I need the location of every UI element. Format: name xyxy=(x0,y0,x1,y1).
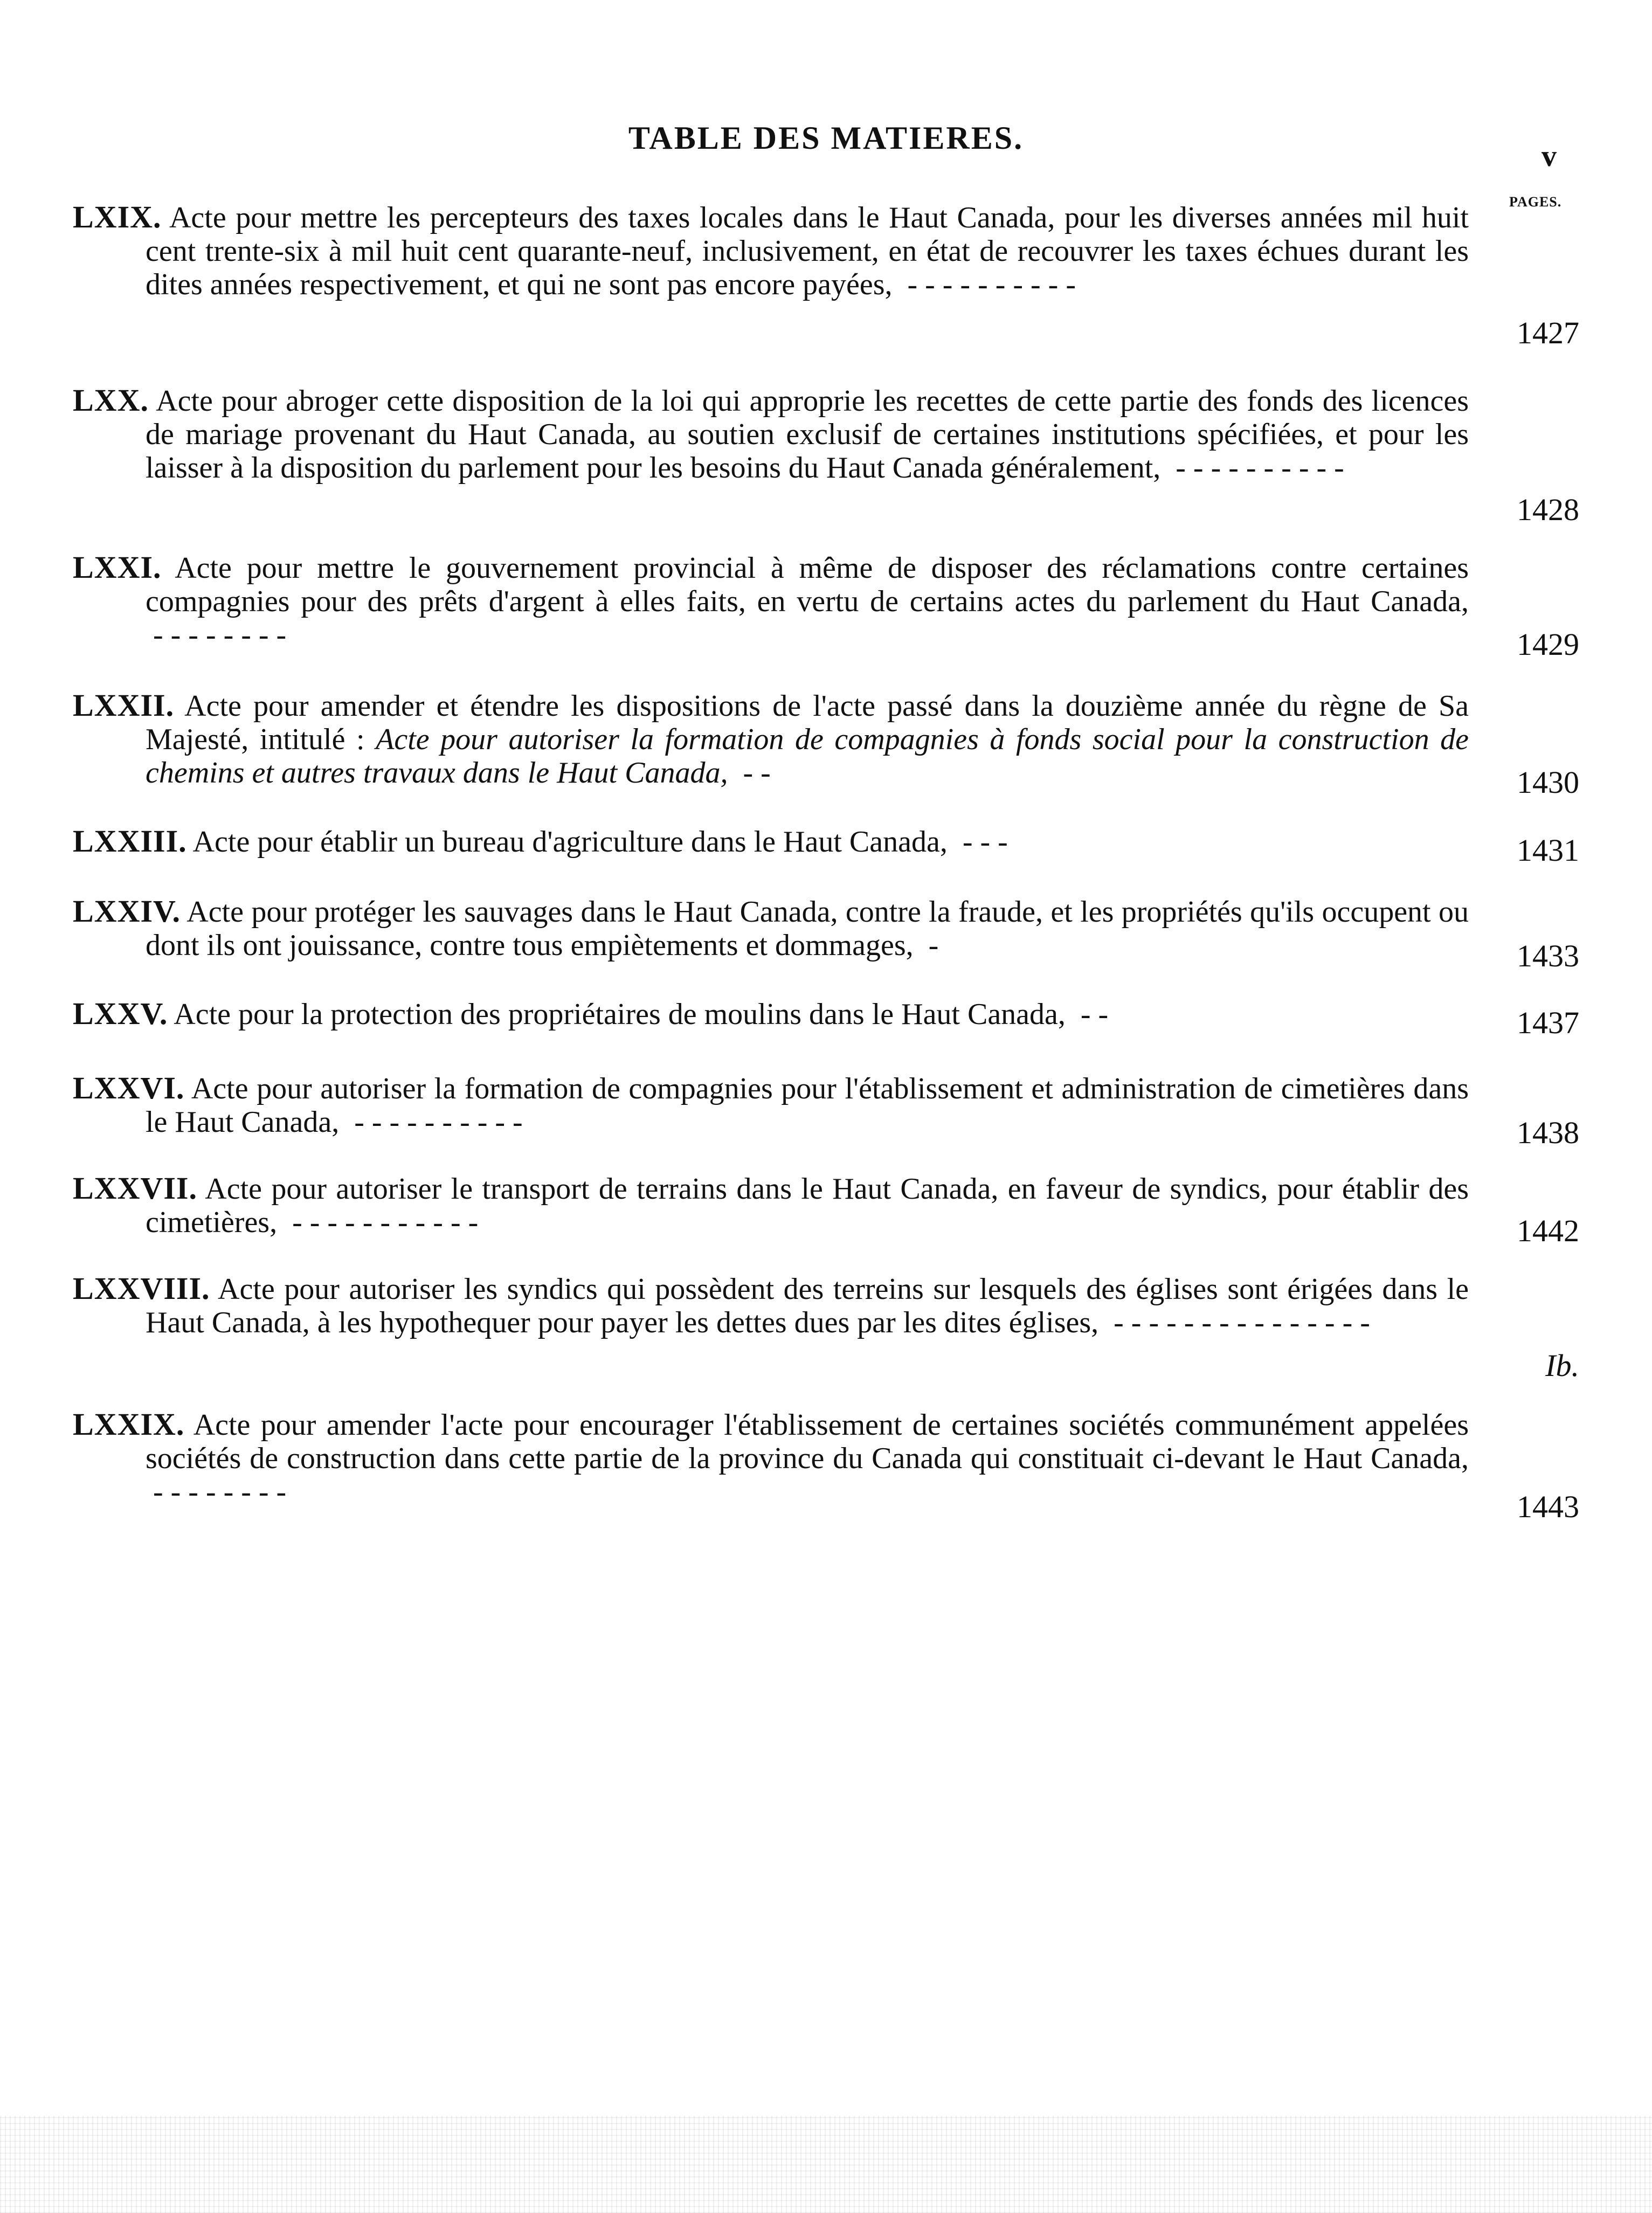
entry-page-number: 1427 xyxy=(1517,315,1579,350)
entry-title: Acte pour autoriser les syndics qui possèdent des terreins sur lesquels des églises sont érigées dans le Haut Canada, à les hypothequer pour payer les dettes dues par les dites églises, xyxy=(146,1273,1469,1339)
entry-text-block xyxy=(73,200,1469,301)
entry-title: Acte pour la protection des propriétaires de moulins dans le Haut Canada, xyxy=(174,998,1066,1031)
dot-leaders: - - - - - - - - - - xyxy=(347,1105,523,1139)
entry-number: LXXIV. xyxy=(73,894,181,929)
entry-title: Acte pour autoriser le transport de terrains dans le Haut Canada, en faveur de syndics, pour établir des cimetières, xyxy=(146,1172,1469,1239)
folio-number: v xyxy=(1542,140,1557,173)
page-title: TABLE DES MATIERES. xyxy=(628,120,1024,156)
entry-number: LXXIII. xyxy=(73,824,187,859)
dot-leaders: - - - - - - - - - - xyxy=(1168,451,1344,485)
entry-number: LXX. xyxy=(73,383,149,418)
dot-leaders: - - - - - - - - - - - - - - - xyxy=(1106,1306,1370,1339)
dot-leaders: - - - - - - - - xyxy=(146,618,287,652)
dot-leaders: - - xyxy=(735,756,771,790)
entry-title: Acte pour mettre les percepteurs des taxes locales dans le Haut Canada, pour les diverses années mil huit cent trente-six à mil huit cent quarante-neuf, inclusivement, en état de recouvrer les taxes échues durant les dites années respectivement, et qui ne sont pas encore payées, xyxy=(146,201,1469,301)
entry-number: LXXVII. xyxy=(73,1171,197,1206)
entry-number: LXIX. xyxy=(73,199,162,234)
dot-leaders: - - - - - - - - - - xyxy=(900,268,1076,301)
entry-title: Acte pour amender l'acte pour encourager l'établissement de certaines sociétés communément appelées sociétés de construction dans cette partie de la province du Canada qui constituait ci-devant le Haut Canada, xyxy=(146,1408,1469,1475)
entry-text-block xyxy=(73,1071,1469,1139)
entry-page-number: 1428 xyxy=(1517,492,1579,527)
entry-page-number: 1442 xyxy=(1517,1213,1579,1248)
entry-number: LXXII. xyxy=(73,688,175,723)
entry-title: Acte pour autoriser la formation de compagnies pour l'établissement et administration de cimetières dans le Haut Canada, xyxy=(146,1072,1469,1139)
entry-number: LXXVI. xyxy=(73,1070,185,1105)
entry-text-block xyxy=(73,997,1469,1031)
entry-italic-title: Acte pour autoriser la formation de compagnies à fonds social pour la construction de chemins et autres travaux dans le Haut Canada, xyxy=(146,723,1469,790)
dot-leaders: - - - - - - - - - - - xyxy=(285,1206,479,1239)
entry-text-block xyxy=(73,384,1469,485)
entry-page-number: Ib. xyxy=(1545,1348,1579,1383)
pages-column-label: PAGES. xyxy=(1509,194,1562,210)
entry-page-number: 1429 xyxy=(1517,627,1579,662)
entry-text-block xyxy=(73,1408,1469,1509)
entry-page-number: 1438 xyxy=(1517,1115,1579,1150)
scan-noise-band xyxy=(0,2116,1652,2213)
entry-text-block xyxy=(73,689,1469,790)
entry-title: Acte pour amender et étendre les dispositions de l'acte passé dans la douzième année du règne de Sa Majesté, intitulé : xyxy=(146,689,1469,756)
entry-page-number: 1433 xyxy=(1517,938,1579,973)
entry-title: Acte pour établir un bureau d'agriculture dans le Haut Canada, xyxy=(192,825,948,859)
entry-page-number: 1443 xyxy=(1517,1489,1579,1524)
entry-page-number: 1437 xyxy=(1517,1005,1579,1040)
dot-leaders: - - xyxy=(1073,998,1109,1031)
dot-leaders: - - - - - - - - xyxy=(146,1475,287,1509)
entry-text-block xyxy=(73,1272,1469,1339)
entry-text-block xyxy=(73,895,1469,962)
entry-page-number: 1431 xyxy=(1517,833,1579,868)
entry-page-number: 1430 xyxy=(1517,765,1579,800)
entry-text-block xyxy=(73,825,1469,859)
entry-title: Acte pour abroger cette disposition de la loi qui approprie les recettes de cette partie des fonds des licences de mariage provenant du Haut Canada, au soutien exclusif de certaines institutions spécifiées, et pour les laisser à la disposition du parlement pour les besoins du Haut Canada généralement, xyxy=(146,384,1469,485)
entry-number: LXXIX. xyxy=(73,1407,185,1442)
entry-title: Acte pour protéger les sauvages dans le Haut Canada, contre la fraude, et les propriétés qu'ils occupent ou dont ils ont jouissance, contre tous empiètements et dommages, xyxy=(146,895,1469,962)
entry-number: LXXVIII. xyxy=(73,1271,210,1306)
dot-leaders: - - - xyxy=(955,825,1008,859)
entry-number: LXXI. xyxy=(73,550,162,585)
dot-leaders: - xyxy=(921,929,939,962)
entry-title: Acte pour mettre le gouvernement provincial à même de disposer des réclamations contre certaines compagnies pour des prêts d'argent à elles faits, en vertu de certains actes du parlement du Haut Canada, xyxy=(146,551,1469,618)
entry-text-block xyxy=(73,1172,1469,1239)
entry-text-block xyxy=(73,551,1469,652)
entry-number: LXXV. xyxy=(73,996,168,1031)
